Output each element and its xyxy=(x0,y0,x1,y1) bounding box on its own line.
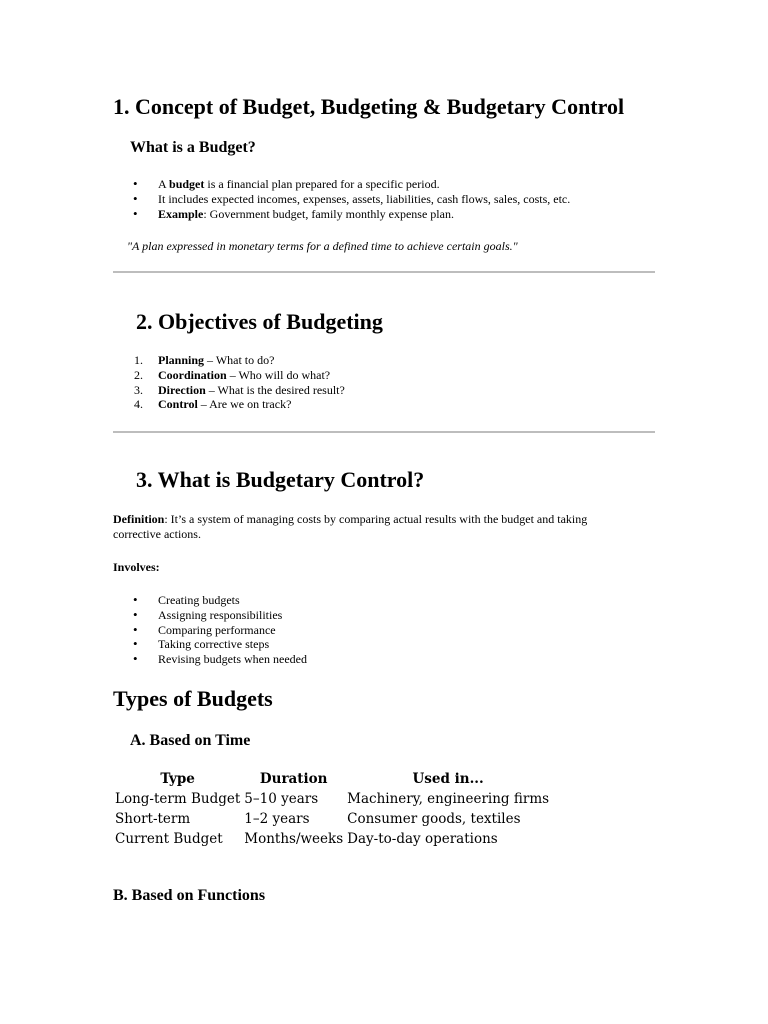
involves-label: Involves: xyxy=(113,560,160,574)
table-cell: 5–10 years xyxy=(244,791,319,807)
table-cell: Consumer goods, textiles xyxy=(347,811,521,827)
table-cell: Short-term xyxy=(115,811,191,827)
list-item: 2. Coordination – Who will do what? xyxy=(134,367,331,382)
based-on-time-heading: A. Based on Time xyxy=(130,732,251,749)
list-item: • Example: Government budget, family monthly expense plan. xyxy=(113,207,570,222)
list-item: • Revising budgets when needed xyxy=(113,652,307,667)
table-row xyxy=(113,789,551,809)
section1-subheading: What is a Budget? xyxy=(130,139,256,156)
list-item: • Comparing performance xyxy=(113,623,307,638)
list-item: • It includes expected incomes, expenses, assets, liabilities, cash flows, sales, costs, etc. xyxy=(113,192,570,207)
section1-title: 1. Concept of Budget, Budgeting & Budgetary Control xyxy=(113,94,625,119)
definition-line1: Definition: It’s a system of managing costs by comparing actual results with the budget and taking xyxy=(113,512,588,526)
column-header: Duration xyxy=(259,770,328,787)
section2-title: 2. Objectives of Budgeting xyxy=(136,309,383,334)
list-item: • Taking corrective steps xyxy=(113,637,307,652)
column-header: Type xyxy=(160,770,195,787)
table-header-row xyxy=(113,768,551,789)
divider xyxy=(113,431,655,433)
table-row xyxy=(113,829,551,849)
table-row xyxy=(113,809,551,829)
types-title: Types of Budgets xyxy=(113,686,273,711)
budget-bullet-list xyxy=(113,177,570,221)
involves-list xyxy=(113,593,307,667)
list-item: • Assigning responsibilities xyxy=(113,608,307,623)
budget-quote: "A plan expressed in monetary terms for a defined time to achieve certain goals." xyxy=(127,239,518,253)
table-cell: Months/weeks xyxy=(244,831,344,847)
list-item: 4. Control – Are we on track? xyxy=(134,397,292,412)
list-item: • Creating budgets xyxy=(113,593,307,608)
based-on-functions-heading: B. Based on Functions xyxy=(113,887,266,904)
objectives-list xyxy=(113,353,345,412)
budget-types-table xyxy=(113,768,551,849)
definition-line2: corrective actions. xyxy=(113,527,201,541)
table-cell: 1–2 years xyxy=(244,811,310,827)
list-item: 1. Planning – What to do? xyxy=(134,353,275,367)
section3-title: 3. What is Budgetary Control? xyxy=(136,467,425,492)
table-cell: Long-term Budget xyxy=(115,791,241,807)
table-cell: Machinery, engineering firms xyxy=(347,791,550,807)
table-cell: Day-to-day operations xyxy=(347,831,498,847)
list-item: 3. Direction – What is the desired result? xyxy=(134,382,345,397)
table-cell: Current Budget xyxy=(115,831,223,847)
list-item: • A budget is a financial plan prepared for a specific period. xyxy=(113,177,570,192)
divider xyxy=(113,271,655,273)
column-header: Used in... xyxy=(412,770,484,787)
